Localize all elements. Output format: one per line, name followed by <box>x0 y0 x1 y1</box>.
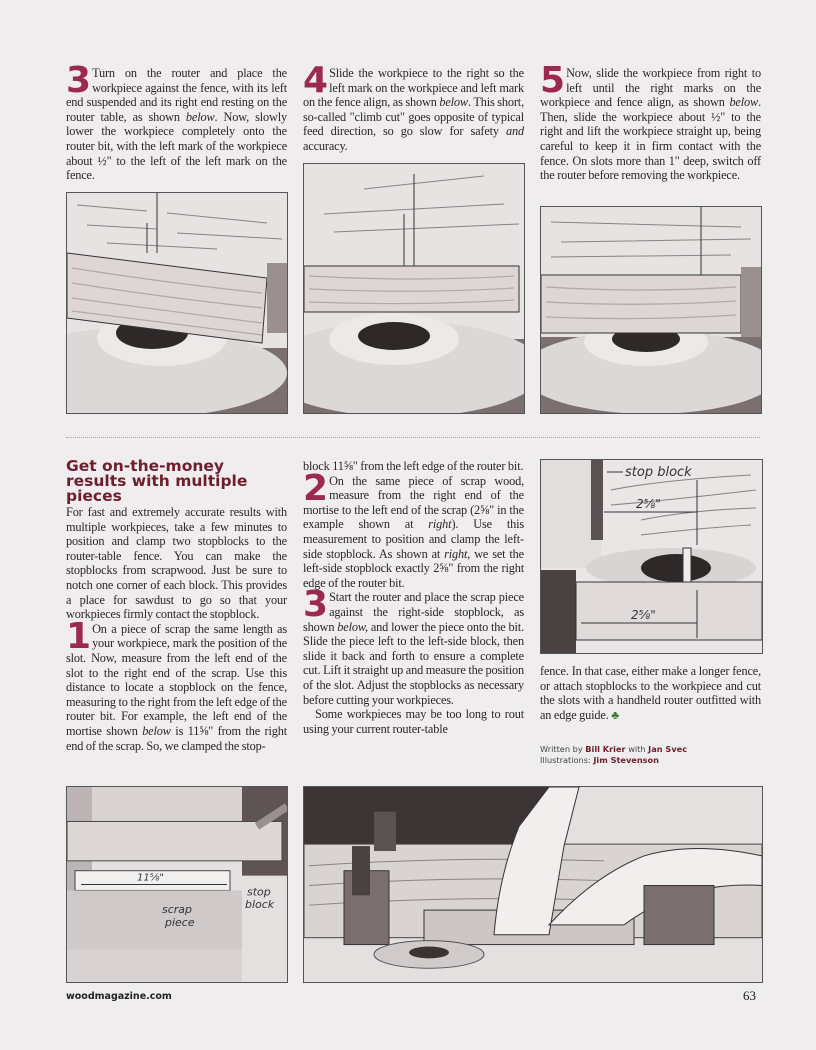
credits: Written by Bill Krier with Jan Svec Illustrations: Jim Stevenson <box>540 744 688 765</box>
label-piece: piece <box>165 915 195 929</box>
label-dimension-bottom: 2⅝" <box>631 608 656 622</box>
step-4-text: 4 Slide the workpiece to the right so the left mark on the workpiece and left mark on the fence align, as shown below. This short, so-called "climb cut" goes opposite of typical feed direction, so go slow for safety and accuracy. <box>303 60 524 153</box>
coauthor-name: Jan Svec <box>648 744 688 754</box>
footer-site: woodmagazine.com <box>66 991 172 1002</box>
illustration-step-4 <box>303 163 525 414</box>
label-dimension-scrap: 11⅝" <box>137 872 164 884</box>
section-column-2: block 11⅝" from the left edge of the router bit. 2 On the same piece of scrap wood, measure from the right end of the mortise to the left end of the scrap (2⅝" in the example shown at right). Use this measurement to position and clamp the left-side stopblock. As shown at right, we set the left-side stopblock exactly 2⅝" from the right edge of the router bit. 3 Start the router and place the scrap piece against the right-side stopblock, as shown below, and lower the piece onto the bit. Slide the piece left to the left-side block, then slide it back and forth to ensure a complete cut. Lift it straight up and measure the position of the slot. Adjust the stopblocks as necessary before cutting your workpieces. Some workpieces may be too long to rout using your current router-table <box>303 459 524 736</box>
illustration-step-5 <box>540 206 762 414</box>
section-divider <box>66 437 760 438</box>
label-block: block <box>245 898 275 912</box>
step-number: 2 <box>303 467 327 509</box>
illustration-stopblock-setup <box>540 459 763 654</box>
step-number: 3 <box>303 584 327 626</box>
step-1-continued: block 11⅝" from the left edge of the router bit. <box>303 459 524 473</box>
label-scrap: scrap <box>162 903 193 917</box>
label-stop-block: stop block <box>625 465 692 480</box>
illustration-hands-routing <box>303 786 763 983</box>
section-column-3 <box>540 664 761 722</box>
illustration-step-3 <box>66 192 288 414</box>
step-number: 1 <box>66 615 90 657</box>
closing-paragraph-continued: fence. In that case, either make a longer fence, or attach stopblocks to the workpiece and cut the slots with a handheld router outfitted with an edge guide. <box>540 664 761 722</box>
illustration-scrap-piece <box>66 786 288 983</box>
section-column-1: Get on-the-money results with multiple pieces For fast and extremely accurate results with multiple workpieces, take a few minutes to position and clamp two stopblocks to the router-table fence. You can make the stopblocks from scrapwood. Just be sure to notch one corner of each block. This provides a place for sawdust to go so that your workpieces firmly contact the stopblock. 1 On a piece of scrap the same length as your workpiece, mark the position of the slot. Now, measure from the left end of the slot to the right end of the scrap. Use this distance to locate a stopblock on the fence, measuring to the right from the left edge of the router bit. For example, the left end of the mortise shown below is 11⅝" from the right end of the scrap. So, we clamped the stop- <box>66 457 287 753</box>
section-heading: Get on-the-money results with multiple pieces <box>66 457 248 505</box>
step-number: 4 <box>303 60 327 101</box>
closing-paragraph: Some workpieces may be too long to rout using your current router-table <box>303 707 524 736</box>
step-number: 3 <box>66 60 90 101</box>
step-5-text: 5 Now, slide the workpiece from right to left until the right marks on the workpiece and fence align, as shown below. Then, slide the workpiece about ½" to the right and lift the workpiece straight up, being careful to keep it in firm contact with the fence. On slots more than 1" deep, switch off the router before removing the workpiece. <box>540 60 761 183</box>
step-3-text: 3 Turn on the router and place the workpiece against the fence, with its left end suspended and its right end resting on the router table, as shown below. Now, slowly lower the workpiece completely onto the router bit, with the left mark of the workpiece about ½" to the left of the left mark on the fence. <box>66 60 287 183</box>
step-number: 5 <box>540 60 564 101</box>
illustrator-name: Jim Stevenson <box>593 755 659 765</box>
tree-icon: ♣ <box>611 707 620 722</box>
section-intro: For fast and extremely accurate results with multiple workpieces, take a few minutes to position and clamp two stopblocks to the router-table fence. You can make the stopblocks from scrapwood. Just be sure to notch one corner of each block. This provides a place for sawdust to go so that your workpieces firmly contact the stopblock. <box>66 505 287 622</box>
label-dimension-top: 2⅝" <box>636 497 661 511</box>
author-name: Bill Krier <box>585 744 626 754</box>
label-stop: stop <box>247 885 271 899</box>
page-number: 63 <box>743 988 756 1003</box>
